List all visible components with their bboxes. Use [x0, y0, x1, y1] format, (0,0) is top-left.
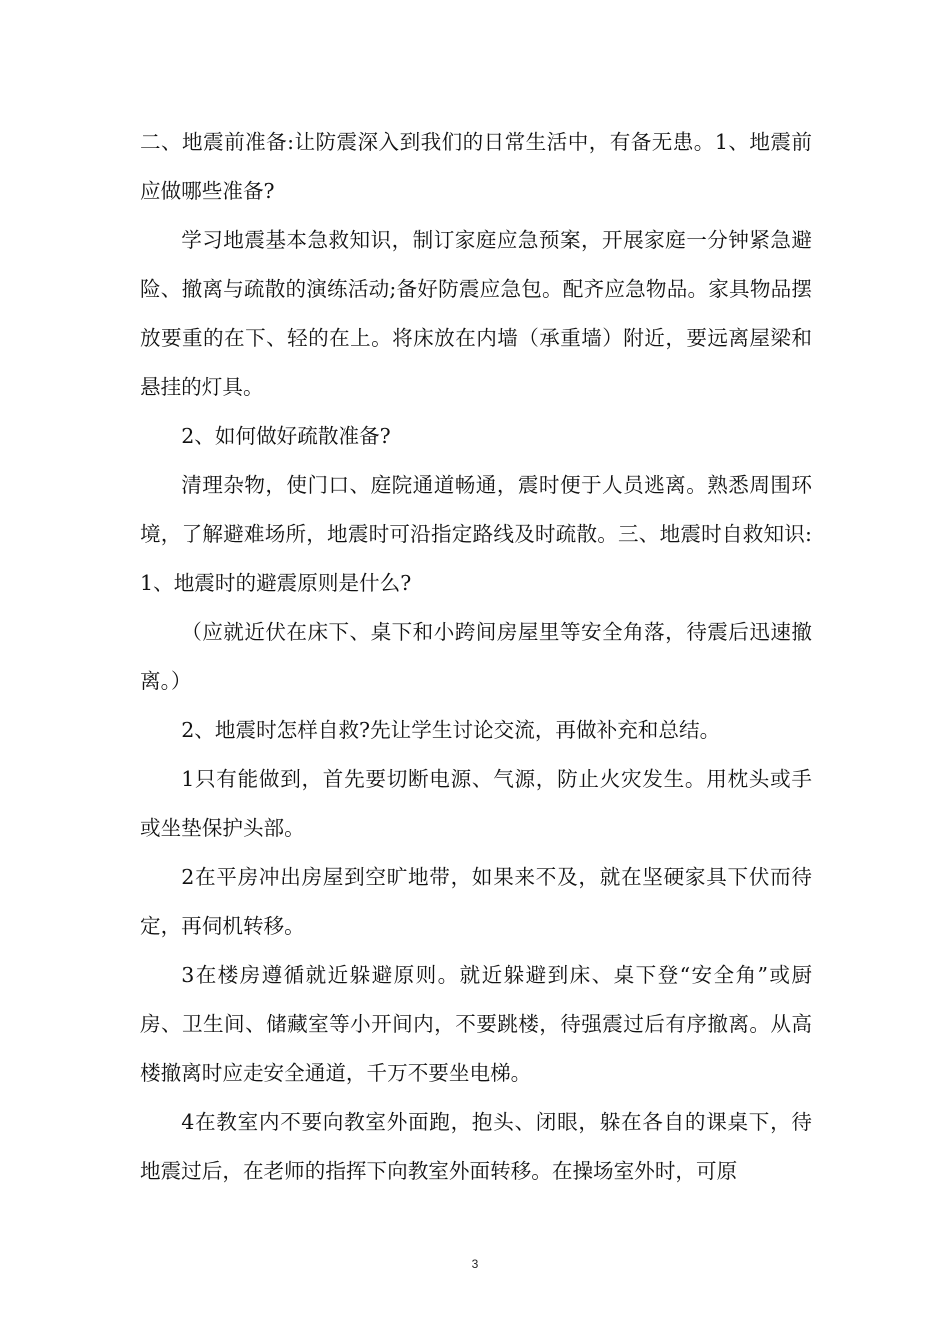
paragraph-6: 2、地震时怎样自救?先让学生讨论交流，再做补充和总结。: [181, 718, 721, 742]
paragraph-7: 1只有能做到，首先要切断电源、气源，防止火灾发生。用枕头或手或坐垫保护头部。: [140, 767, 812, 840]
paragraph-2: 学习地震基本急救知识，制订家庭应急预案，开展家庭一分钟紧急避险、撤离与疏散的演练活动;备好防震应急包。配齐应急物品。家具物品摆放要重的在下、轻的在上。将床放在内墙（承重墙）附近，要远离屋梁和悬挂的灯具。: [140, 228, 812, 399]
paragraph-8: 2在平房冲出房屋到空旷地带，如果来不及，就在坚硬家具下伏而待定，再伺机转移。: [140, 865, 812, 938]
paragraph-10: 4在教室内不要向教室外面跑，抱头、闭眼，躲在各自的课桌下，待地震过后，在老师的指挥下向教室外面转移。在操场室外时，可原: [140, 1110, 812, 1183]
paragraph-3: 2、如何做好疏散准备?: [181, 424, 391, 448]
page-number: 3: [471, 1257, 479, 1271]
paragraph-1: 二、地震前准备:让防震深入到我们的日常生活中，有备无患。1、地震前应做哪些准备?: [140, 130, 812, 203]
paragraph-5: （应就近伏在床下、桌下和小跨间房屋里等安全角落，待震后迅速撤离。）: [140, 620, 812, 693]
paragraph-4: 清理杂物，使门口、庭院通道畅通，震时便于人员逃离。熟悉周围环境，了解避难场所，地震时可沿指定路线及时疏散。三、地震时自救知识:1、地震时的避震原则是什么?: [140, 473, 812, 595]
document-body: [140, 118, 812, 1196]
paragraph-9: 3在楼房遵循就近躲避原则。就近躲避到床、桌下登“安全角”或厨房、卫生间、储藏室等小开间内，不要跳楼，待强震过后有序撤离。从高楼撤离时应走安全通道，千万不要坐电梯。: [140, 963, 812, 1085]
